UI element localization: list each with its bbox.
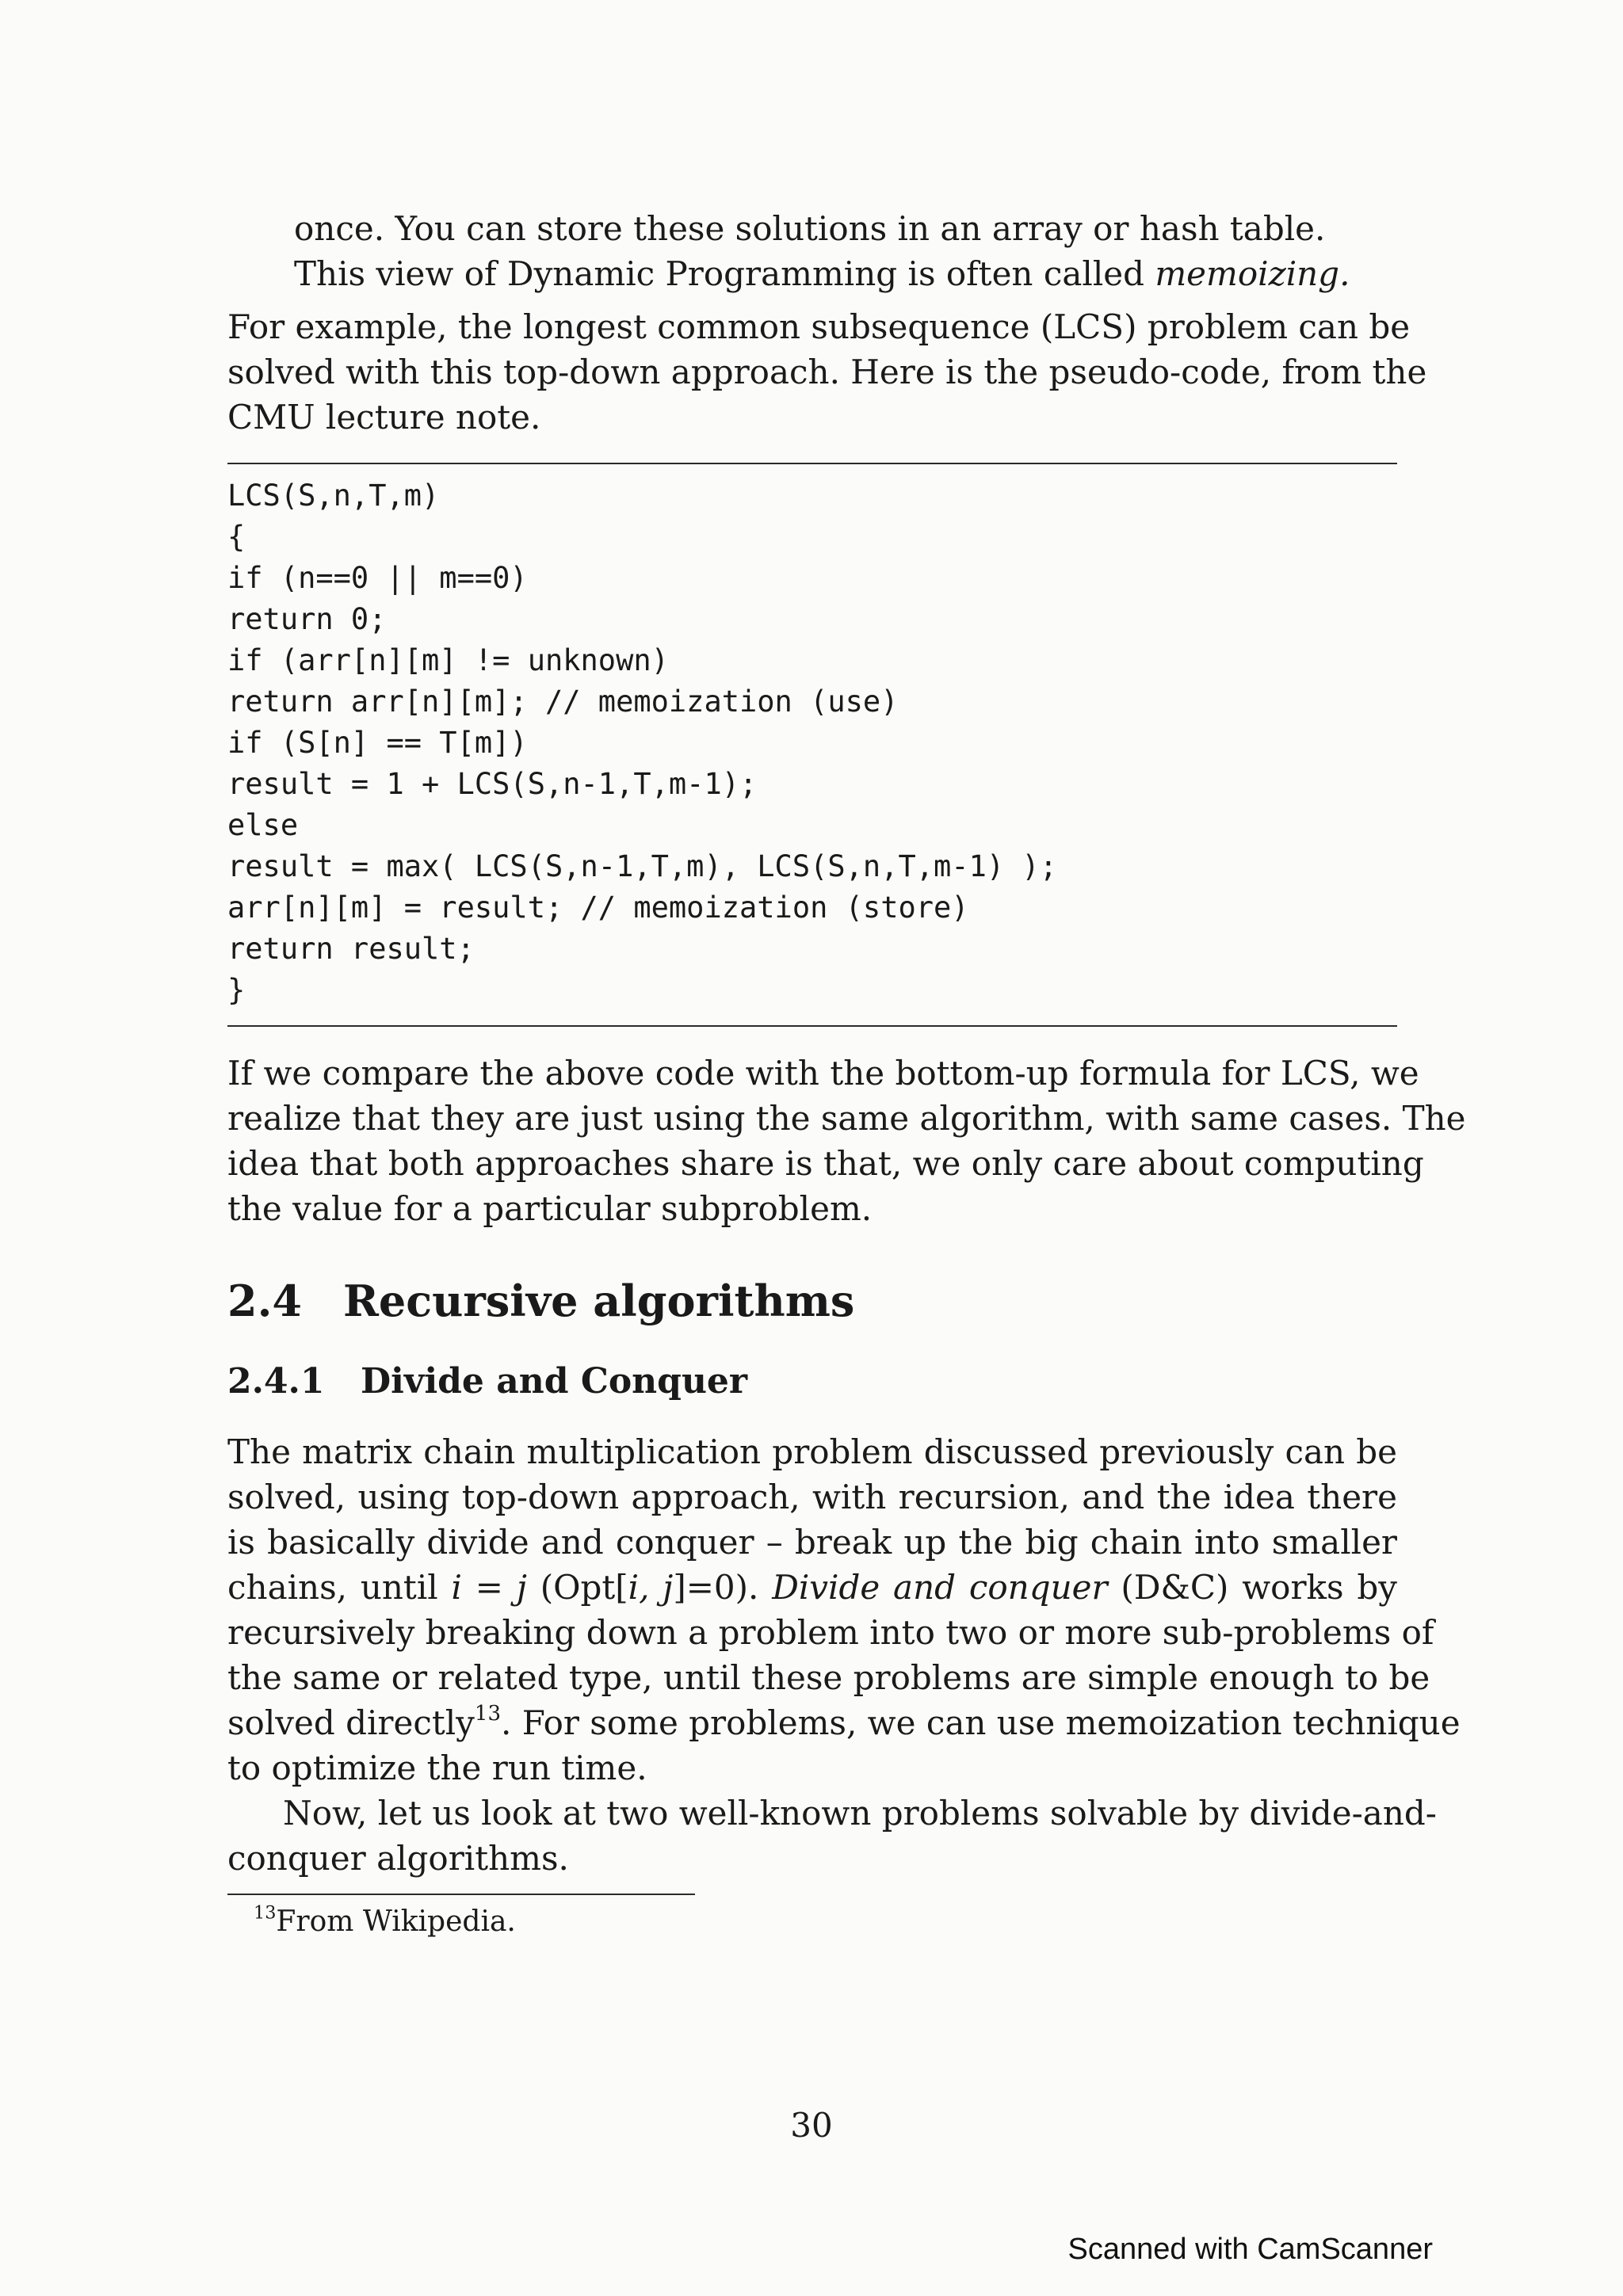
code-line: LCS(S,n,T,m)	[227, 479, 440, 513]
code-top-rule	[227, 463, 1397, 464]
dc-line-4-end: (D&C) works by	[1107, 1568, 1398, 1607]
footnote	[254, 1903, 516, 1941]
math-i-equals-j: i = j	[451, 1568, 527, 1607]
subsection-number: 2.4.1	[227, 1361, 325, 1402]
code-line: return result;	[227, 932, 475, 966]
code-line: if (S[n] == T[m])	[227, 726, 528, 760]
dc-line-8: to optimize the run time.	[227, 1749, 647, 1787]
code-line: return 0;	[227, 602, 387, 636]
divide-and-conquer-term: Divide and conquer	[772, 1568, 1108, 1607]
dc-line-5: recursively breaking down a problem into two or more sub-problems of	[227, 1613, 1434, 1652]
math-i-j: i, j	[628, 1568, 674, 1607]
section-number: 2.4	[227, 1276, 302, 1326]
lcs-intro-paragraph	[227, 304, 1427, 440]
dc-line-4-opt: (Opt[	[526, 1568, 628, 1607]
lcs-intro-line-1: For example, the longest common subsequence (LCS) problem can be	[227, 307, 1411, 346]
footnote-text: From Wikipedia.	[276, 1905, 516, 1938]
dc-line-1: The matrix chain multiplication problem discussed previously can be	[227, 1432, 1397, 1471]
footnote-rule	[227, 1894, 695, 1895]
lcs-intro-line-3: CMU lecture note.	[227, 398, 541, 437]
intro-line-2	[227, 251, 1397, 296]
code-line: }	[227, 973, 246, 1007]
code-line: result = max( LCS(S,n-1,T,m), LCS(S,n,T,m-1) );	[227, 849, 1057, 883]
memoizing-term: memoizing.	[1155, 254, 1350, 293]
code-line: else	[227, 808, 299, 842]
dc-line-7-end: . For some problems, we can use memoization technique	[501, 1703, 1461, 1742]
dc-line-10: conquer algorithms.	[227, 1839, 569, 1878]
code-line: {	[227, 520, 246, 554]
page-number: 30	[790, 2106, 833, 2145]
dc-line-7-text: solved directly	[227, 1703, 475, 1742]
intro-line-2-text: This view of Dynamic Programming is often called	[294, 254, 1155, 293]
dc-line-7	[227, 1700, 1461, 1745]
comparison-line-1: If we compare the above code with the bottom-up formula for LCS, we	[227, 1054, 1419, 1093]
section-heading	[227, 1276, 854, 1326]
dc-line-4-text: chains, until	[227, 1568, 452, 1607]
code-bottom-rule	[227, 1025, 1397, 1027]
code-line: if (n==0 || m==0)	[227, 561, 528, 595]
intro-paragraph	[227, 206, 1397, 296]
dc-line-2: solved, using top-down approach, with recursion, and the idea there	[227, 1478, 1397, 1516]
divide-conquer-paragraph	[227, 1429, 1461, 1881]
subsection-heading	[227, 1361, 747, 1402]
dc-line-4	[227, 1565, 1397, 1610]
code-line: result = 1 + LCS(S,n-1,T,m-1);	[227, 767, 758, 801]
comparison-line-2: realize that they are just using the same algorithm, with same cases. The	[227, 1099, 1466, 1138]
dc-line-6: the same or related type, until these problems are simple enough to be	[227, 1658, 1430, 1697]
lcs-intro-line-2: solved with this top-down approach. Here is the pseudo-code, from the	[227, 353, 1427, 391]
comparison-line-3: idea that both approaches share is that, we only care about computing	[227, 1144, 1424, 1183]
code-line: if (arr[n][m] != unknown)	[227, 643, 669, 677]
lcs-pseudocode	[227, 475, 1397, 1011]
code-line: arr[n][m] = result; // memoization (store)	[227, 891, 969, 925]
dc-line-9: Now, let us look at two well-known problems solvable by divide-and-	[283, 1794, 1437, 1833]
comparison-line-4: the value for a particular subproblem.	[227, 1189, 873, 1228]
section-title: Recursive algorithms	[343, 1276, 855, 1326]
footnote-ref-13[interactable]: 13	[474, 1701, 502, 1726]
code-line: return arr[n][m]; // memoization (use)	[227, 685, 899, 719]
dc-line-3: is basically divide and conquer – break up the big chain into smaller	[227, 1523, 1397, 1562]
intro-line-1: once. You can store these solutions in an array or hash table.	[294, 209, 1326, 248]
dc-line-4-close: ]=0).	[673, 1568, 773, 1607]
footnote-mark: 13	[254, 1902, 277, 1924]
comparison-paragraph	[227, 1051, 1466, 1231]
scanner-watermark: Scanned with CamScanner	[1067, 2233, 1433, 2266]
subsection-title: Divide and Conquer	[361, 1361, 748, 1402]
